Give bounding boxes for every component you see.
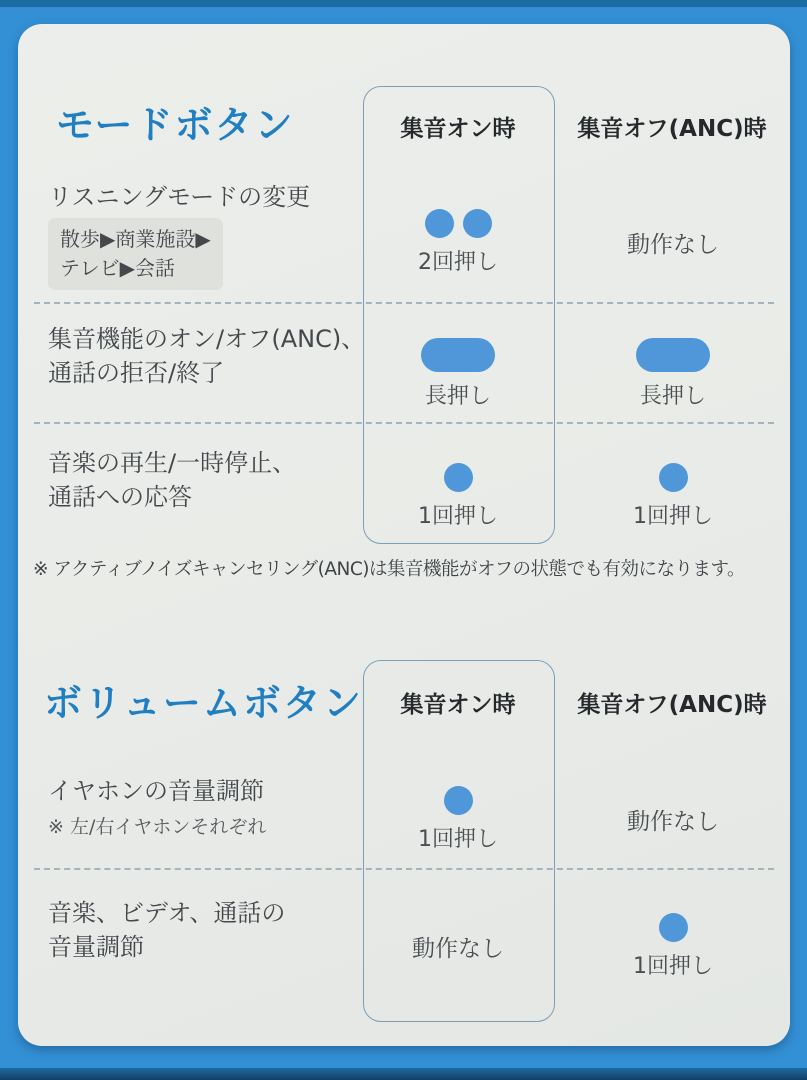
- row-separator: [34, 422, 774, 424]
- volume-row2-on-cell: [363, 896, 553, 996]
- row-label-line-1: 音楽、ビデオ、通話の: [48, 899, 286, 927]
- column-header-off: 集音オフ(ANC)時: [577, 692, 767, 718]
- gesture-caption: 1回押し: [633, 953, 713, 979]
- double-tap-icon: [425, 209, 492, 238]
- earphone-volume-subnote: ※ 左/右イヤホンそれぞれ: [48, 816, 267, 838]
- row-label-anc-toggle: [48, 322, 365, 390]
- row-label-media-volume: [48, 896, 285, 964]
- mode-row3-off-cell: [573, 448, 773, 544]
- row-label-earphone-volume: イヤホンの音量調節: [48, 777, 264, 805]
- mode-row3-on-cell: [363, 448, 553, 544]
- mode-section-title: モードボタン: [56, 103, 295, 147]
- long-press-icon: [636, 338, 710, 372]
- row-label-line-2: 通話への応答: [48, 483, 192, 511]
- tag-line-2: テレビ▶会話: [60, 256, 175, 280]
- gesture-caption: 長押し: [424, 384, 491, 409]
- row-label-line-2: 通話の拒否/終了: [48, 359, 225, 387]
- photo-top-edge: [0, 0, 807, 7]
- gesture-caption: 長押し: [639, 384, 706, 409]
- row-separator: [34, 302, 774, 304]
- listening-mode-sequence-tag: [48, 218, 223, 290]
- mode-row2-off-cell: [573, 326, 773, 422]
- column-header-on: 集音オン時: [400, 116, 516, 142]
- row-label-line-2: 音量調節: [48, 933, 144, 961]
- volume-section-title: ボリュームボタン: [44, 681, 363, 725]
- single-tap-icon: [444, 786, 473, 815]
- anc-footnote: ※ アクティブノイズキャンセリング(ANC)は集音機能がオフの状態でも有効になります。: [33, 559, 745, 580]
- gesture-caption: 2回押し: [418, 249, 498, 275]
- single-tap-icon: [444, 463, 473, 492]
- mode-row1-off-cell: [573, 192, 773, 292]
- long-press-icon: [421, 338, 495, 372]
- volume-row1-on-cell: [363, 772, 553, 866]
- single-tap-icon: [659, 463, 688, 492]
- gesture-caption: 1回押し: [633, 503, 713, 529]
- gesture-caption: 動作なし: [627, 231, 719, 258]
- tag-line-1: 散歩▶商業施設▶: [60, 227, 211, 251]
- gesture-caption: 1回押し: [418, 503, 498, 529]
- row-label-line-1: 音楽の再生/一時停止、: [48, 449, 297, 477]
- volume-row1-off-cell: [573, 772, 773, 866]
- column-header-off: 集音オフ(ANC)時: [577, 116, 767, 142]
- row-label-listening-mode: リスニングモードの変更: [48, 183, 311, 211]
- photo-bottom-edge: [0, 1068, 807, 1080]
- row-label-line-1: 集音機能のオン/オフ(ANC)、: [48, 325, 366, 353]
- column-header-on: 集音オン時: [400, 692, 516, 718]
- gesture-caption: 動作なし: [412, 935, 504, 962]
- gesture-caption: 動作なし: [627, 808, 719, 835]
- row-separator: [34, 868, 774, 870]
- gesture-caption: 1回押し: [418, 826, 498, 852]
- single-tap-icon: [659, 913, 688, 942]
- manual-page: [18, 24, 790, 1046]
- volume-row2-off-cell: [573, 896, 773, 996]
- row-label-play-pause: [48, 446, 296, 514]
- mode-row1-on-cell: [363, 192, 553, 292]
- mode-row2-on-cell: [363, 326, 553, 422]
